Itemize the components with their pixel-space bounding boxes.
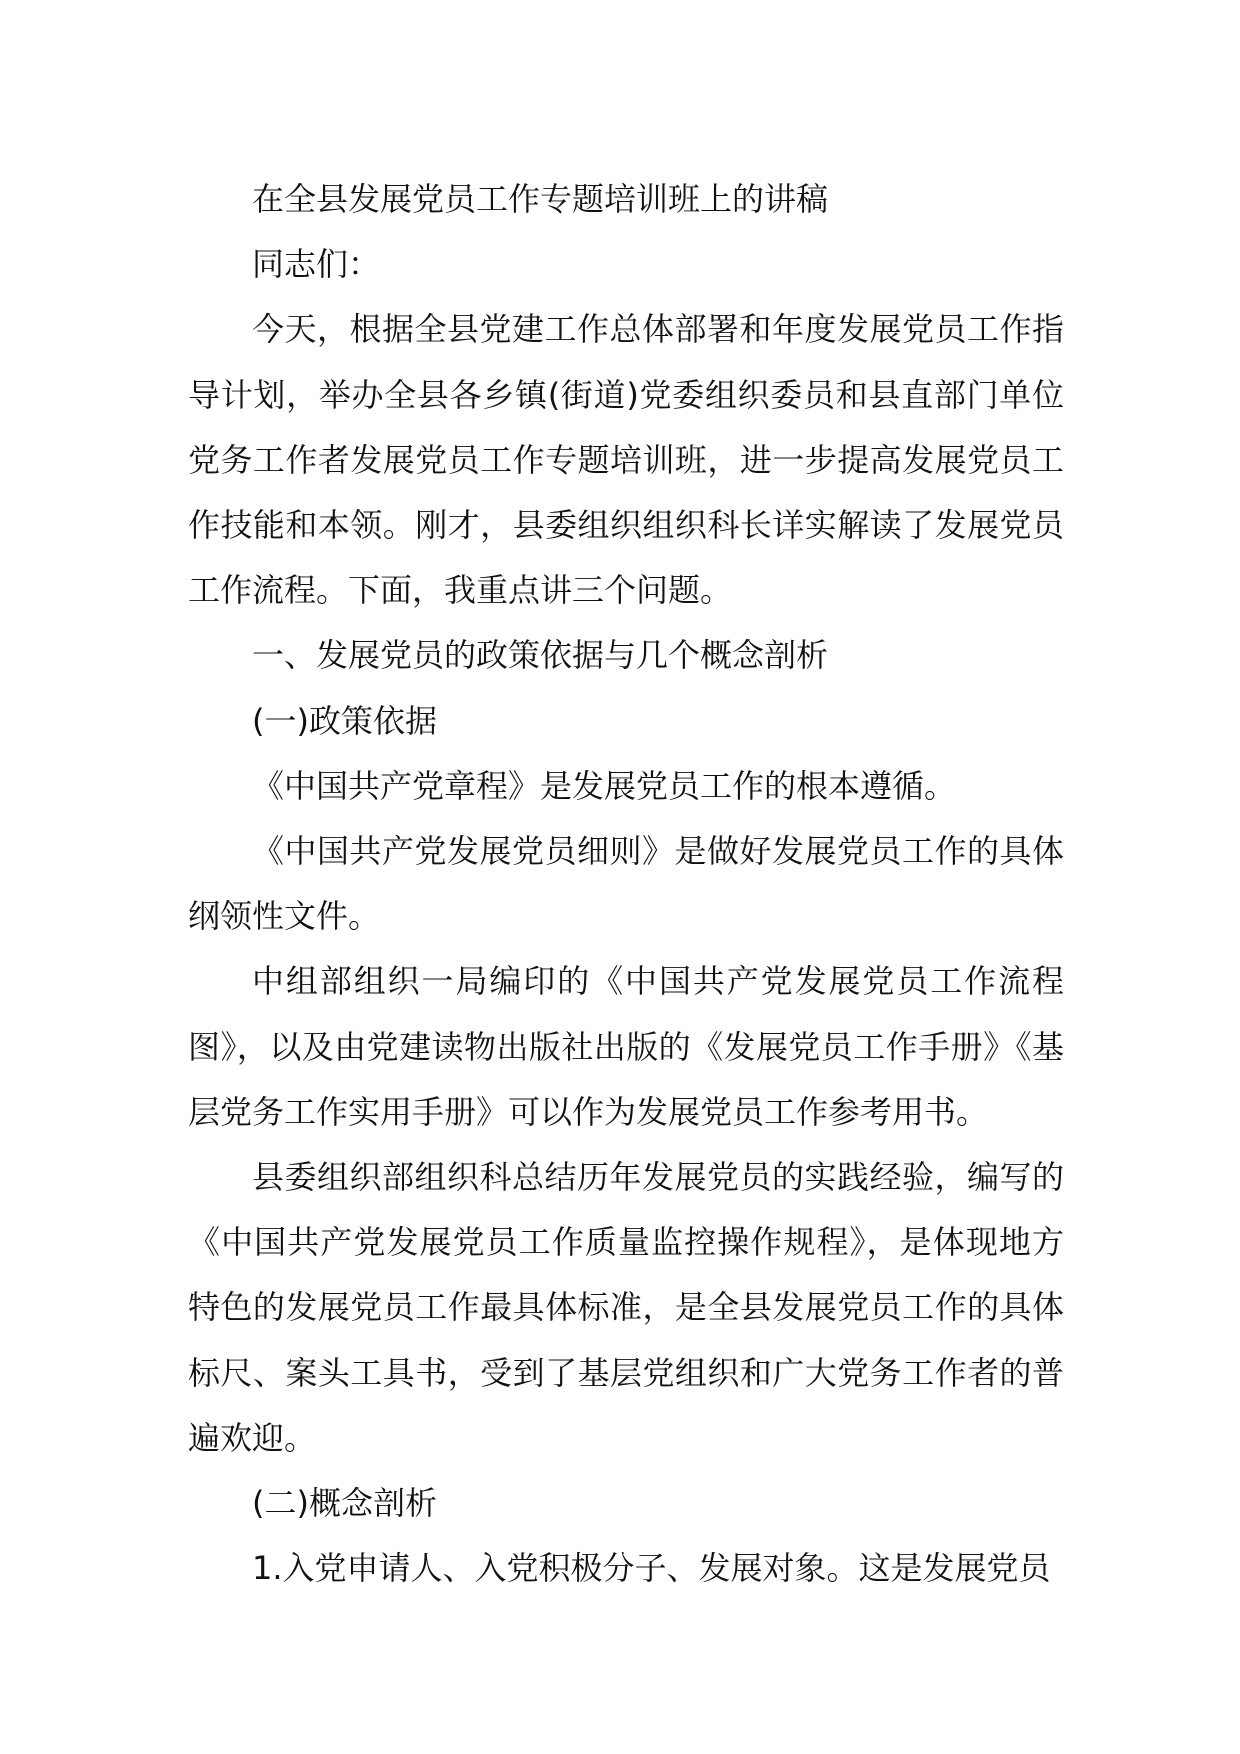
document-title: 在全县发展党员工作专题培训班上的讲稿 <box>252 180 829 218</box>
paragraph-concept-1: 1.入党申请人、入党积极分子、发展对象。这是发展党员 <box>252 1549 1051 1588</box>
paragraph-reference-books: 中组部组织一局编印的《中国共产党发展党员工作流程图》，以及由党建读物出版社出版的《发展党员工作手册》《基层党务工作实用手册》可以作为发展党员工作参考用书。 <box>188 962 1064 1131</box>
salutation: 同志们： <box>252 245 381 284</box>
subsection-heading-concepts: (二)概念剖析 <box>252 1484 437 1523</box>
paragraph-detailed-rules: 《中国共产党发展党员细则》是做好发展党员工作的具体纲领性文件。 <box>188 832 1064 936</box>
subsection-heading-policy: (一)政策依据 <box>252 701 437 740</box>
document-body <box>188 167 1064 1601</box>
paragraph-party-constitution: 《中国共产党章程》是发展党员工作的根本遵循。 <box>252 766 957 805</box>
intro-paragraph: 今天，根据全县党建工作总体部署和年度发展党员工作指导计划，举办全县各乡镇(街道)党委组织委员和县直部门单位党务工作者发展党员工作专题培训班，进一步提高发展党员工作技能和本领。刚才，县委组织组织科长详实解读了发展党员工作流程。下面，我重点讲三个问题。 <box>188 310 1064 610</box>
paragraph-local-standard: 县委组织部组织科总结历年发展党员的实践经验，编写的《中国共产党发展党员工作质量监控操作规程》，是体现地方特色的发展党员工作最具体标准，是全县发展党员工作的具体标尺、案头工具书，受到了基层党组织和广大党务工作者的普遍欢迎。 <box>188 1158 1064 1457</box>
section-heading-1: 一、发展党员的政策依据与几个概念剖析 <box>252 636 829 675</box>
